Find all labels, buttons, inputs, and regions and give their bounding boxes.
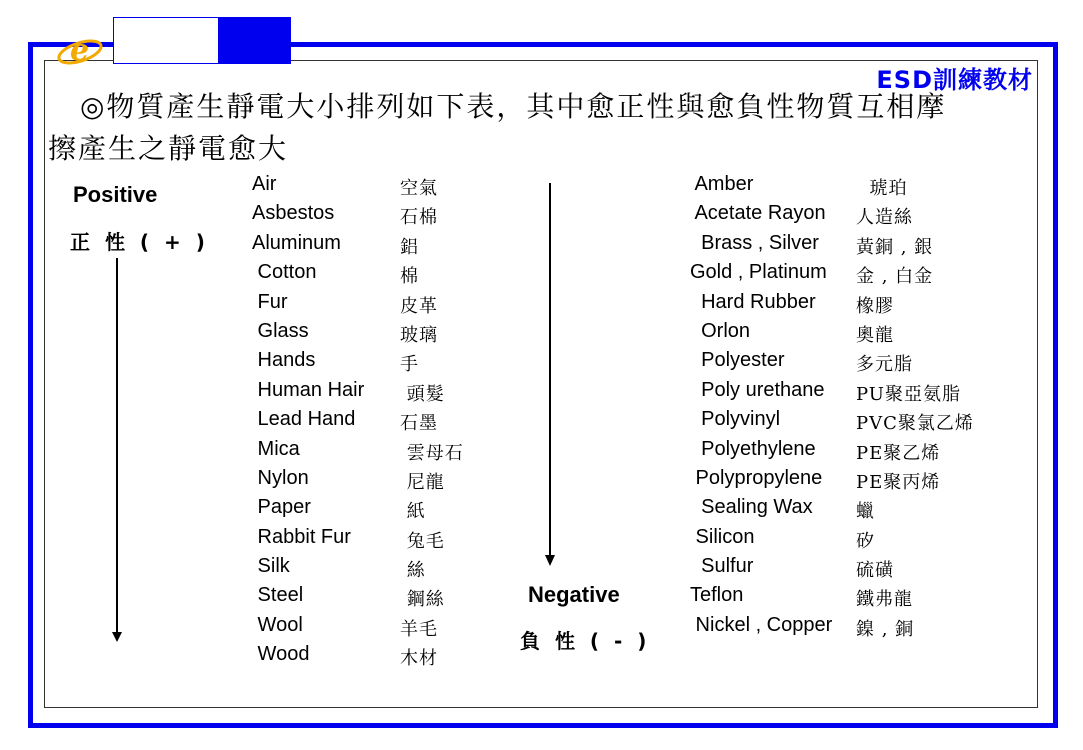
material-chinese-name: 手 [400,354,419,376]
material-chinese-name: 木材 [400,648,438,670]
header-white-block [113,17,219,64]
material-english-name: Fur [252,290,288,313]
material-chinese-name: 兔毛 [400,530,445,552]
material-english-name: Silk [252,555,290,578]
material-english-name: Teflon [690,584,744,607]
material-chinese-name: 琥珀 [856,178,908,199]
material-chinese-name: PVC聚氯乙烯 [856,413,974,435]
material-english-name: Wool [252,613,303,636]
material-english-name: Steel [252,584,304,607]
material-chinese-name: 金 , 白金 [856,266,934,288]
material-english-name: Brass , Silver [690,231,819,254]
material-chinese-name: 鐵弗龍 [856,589,913,611]
material-chinese-name: 玻璃 [400,324,438,346]
material-chinese-name: 石棉 [400,207,438,229]
material-chinese-name: 石墨 [400,413,438,435]
material-chinese-name: 鎳 , 銅 [856,618,915,640]
material-english-name: Rabbit Fur [252,525,351,548]
material-english-name: Paper [252,496,311,519]
material-english-name: Poly urethane [690,378,825,401]
e-logo-icon [56,32,104,68]
material-chinese-name: 多元脂 [856,354,913,376]
material-chinese-name: 尼龍 [400,471,445,493]
material-chinese-name: 紙 [400,501,426,523]
material-english-name: Lead Hand [252,408,356,431]
positive-sign-label: 正 性 ( + ) [70,230,209,254]
intro-line-2: 擦產生之靜電愈大 [48,132,289,165]
svg-text:e: e [70,33,90,68]
material-english-name: Human Hair [252,378,365,401]
positive-scale-arrow [110,258,124,644]
material-chinese-name: 羊毛 [400,618,438,640]
material-chinese-name: PU聚亞氨脂 [856,383,961,405]
material-english-name: Nickel , Copper [690,613,833,636]
material-english-name: Polyester [690,349,785,372]
material-chinese-name: 硫磺 [856,560,894,582]
header-blue-block [219,17,291,64]
material-english-name: Aluminum [252,231,341,254]
material-english-name: Air [252,173,277,195]
material-english-name: Gold , Platinum [690,261,827,284]
material-chinese-name: 絲 [400,560,426,582]
material-english-name: Glass [252,319,309,342]
material-chinese-name: 蠟 [856,501,875,523]
material-chinese-name: 人造絲 [856,207,913,229]
material-english-name: Cotton [252,261,317,284]
material-chinese-name: 奧龍 [856,324,894,346]
negative-sign-label: 負 性 ( - ) [520,629,651,653]
material-english-name: Hands [252,349,316,372]
material-english-name: Hard Rubber [690,290,816,313]
material-chinese-name: 黃銅 , 銀 [856,236,934,258]
material-english-name: Nylon [252,466,309,489]
material-chinese-name: PE聚乙烯 [856,442,941,464]
material-english-name: Asbestos [252,202,335,225]
intro-line-1: ◎物質產生靜電大小排列如下表，其中愈正性與愈負性物質互相摩 [80,90,947,123]
material-chinese-name: 橡膠 [856,295,894,317]
material-chinese-name: 空氣 [400,178,438,199]
material-chinese-name: 棉 [400,266,419,288]
material-chinese-name: 矽 [856,530,875,552]
material-english-name: Polyvinyl [690,408,781,431]
material-english-name: Silicon [690,525,755,548]
material-chinese-name: 鋁 [400,236,419,258]
material-chinese-name: 頭髮 [400,383,445,405]
material-chinese-name: 雲母石 [400,442,464,464]
material-chinese-name: 鋼絲 [400,589,445,611]
material-english-name: Polyethylene [690,437,816,460]
material-english-name: Sulfur [690,555,754,578]
positive-label: Positive [73,182,158,207]
material-english-name: Sealing Wax [690,496,813,519]
material-english-name: Orlon [690,319,751,342]
material-english-name: Acetate Rayon [690,202,826,225]
negative-scale-arrow [543,183,557,569]
material-english-name: Amber [690,173,754,195]
material-english-name: Polypropylene [690,466,823,489]
negative-label: Negative [528,582,620,607]
material-english-name: Wood [252,643,310,666]
intro-text [48,86,1048,170]
material-chinese-name: PE聚丙烯 [856,471,941,493]
material-english-name: Mica [252,437,300,460]
material-chinese-name: 皮革 [400,295,438,317]
brand-title: ESD訓練教材 [876,66,1033,94]
